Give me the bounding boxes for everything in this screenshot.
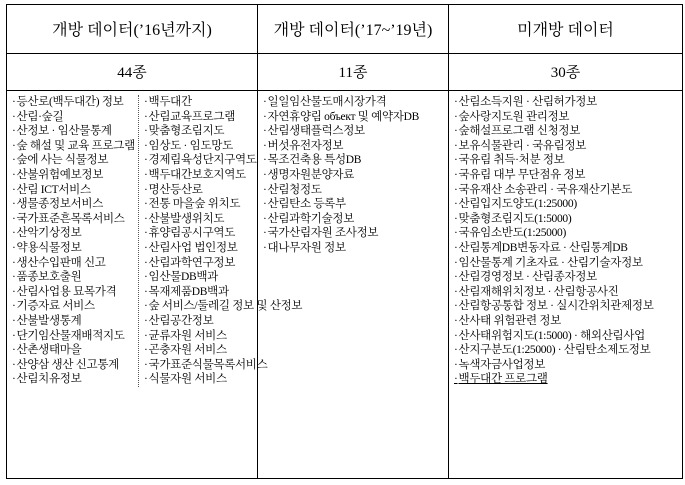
list-item: · 산림재해위치정보 · 산림항공사진 — [454, 285, 678, 300]
count-unopened-data: 30종 — [449, 54, 683, 91]
list-open-data-until-2016-left — [12, 95, 135, 387]
list-item: · 산림경영정보 · 산림종자정보 — [454, 270, 678, 285]
list-item: · 국가표준식물목록서비스 — [144, 358, 253, 373]
list-item: · 산림공간정보 — [144, 314, 253, 329]
list-item: · 식물자원 서비스 — [144, 372, 253, 387]
list-item: · 약용식물정보 — [12, 241, 135, 256]
list-item: · 산지구분도(1:25000) · 산림탄소제도정보 — [454, 343, 678, 358]
list-item: · 등산로(백두대간) 정보 — [12, 95, 135, 110]
pane-left — [12, 95, 139, 387]
list-item: · 일일임산물도매시장가격 — [263, 95, 444, 110]
list-item: · 숲 해설 및 교육 프로그램 — [12, 139, 135, 154]
cell-open-data-2017-2019 — [258, 91, 449, 479]
list-item: · 백두대간 — [144, 95, 253, 110]
list-item: · 산림과학연구정보 — [144, 256, 253, 271]
list-item: · 산림과학기술정보 — [263, 212, 444, 227]
list-item: · 산불발생통계 — [12, 314, 135, 329]
list-item: · 국유임소반도(1:25000) — [454, 226, 678, 241]
table-count-row — [7, 54, 683, 91]
list-item: · 임산물통계 기초자료 · 산림기술자정보 — [454, 256, 678, 271]
list-item: · 국유림 대부 무단점유 정보 — [454, 168, 678, 183]
list-item: · 산림항공통합 정보 · 실시간위치관제정보 — [454, 299, 678, 314]
list-item: · 산림치유정보 — [12, 372, 135, 387]
list-item: · 휴양림공시구역도 — [144, 226, 253, 241]
table-body-row — [7, 91, 683, 479]
list-item: · 산림통계DB변동자료 · 산림통계DB — [454, 241, 678, 256]
list-item: · 곤충자원 서비스 — [144, 343, 253, 358]
count-open-data-2017-2019: 11종 — [258, 54, 449, 91]
list-item: · 생물종정보서비스 — [12, 197, 135, 212]
list-item: · 산림사업 법인정보 — [144, 241, 253, 256]
list-item: · 산정보 · 임산물통계 — [12, 124, 135, 139]
list-item: · 생명자원분양자료 — [263, 168, 444, 183]
list-item: · 산촌생태마을 — [12, 343, 135, 358]
list-item: · 숲사랑지도원 관리정보 — [454, 110, 678, 125]
list-item: · 보유식물관리 · 국유림정보 — [454, 139, 678, 154]
list-item: · 산림입지도양도(1:25000) — [454, 197, 678, 212]
list-item: · 전통 마을숲 위치도 — [144, 197, 253, 212]
list-item: · 산림청정도 — [263, 183, 444, 198]
list-item: · 산사태위험지도(1:5000) · 해외산림사업 — [454, 329, 678, 344]
list-item: · 국가산림자원 조사정보 — [263, 226, 444, 241]
count-open-data-until-2016: 44종 — [7, 54, 258, 91]
open-data-table — [6, 4, 683, 479]
column-header-open-data-until-2016: 개방 데이터(’16년까지) — [7, 5, 258, 54]
list-item: · 대나무자원 정보 — [263, 241, 444, 256]
list-item: · 산악기상정보 — [12, 226, 135, 241]
list-item: · 임상도 · 임도망도 — [144, 139, 253, 154]
list-item: · 국유림 취득·처분 정보 — [454, 153, 678, 168]
list-item: · 숲에 사는 식물정보 — [12, 153, 135, 168]
list-item: · 균류자원 서비스 — [144, 329, 253, 344]
list-item: · 목재제품DB백과 — [144, 285, 253, 300]
list-unopened-data — [454, 95, 678, 387]
list-item: · 산림생태플럭스정보 — [263, 124, 444, 139]
list-item: · 숲 서비스/둘레길 정보 및 산정보 — [144, 299, 253, 314]
list-item: · 생산수입판매 신고 — [12, 256, 135, 271]
list-item: · 숲해설프로그램 신청정보 — [454, 124, 678, 139]
list-item: · 기증자료 서비스 — [12, 299, 135, 314]
list-item: · 맞춤형조림지도(1:5000) — [454, 212, 678, 227]
list-item: · 경제림육성단지구역도 — [144, 153, 253, 168]
column-header-open-data-2017-2019: 개방 데이터(’17~’19년) — [258, 5, 449, 54]
list-item: · 녹색자금사업정보 — [454, 358, 678, 373]
column-header-unopened-data: 미개방 데이터 — [449, 5, 683, 54]
list-item: · 국가표준흔목록서비스 — [12, 212, 135, 227]
list-item: · 산림사업용 묘목가격 — [12, 285, 135, 300]
list-item: · 명산등산로 — [144, 183, 253, 198]
list-item: · 자연휴양림 объект 및 예약자DB — [263, 110, 444, 125]
list-item: · 백두대간보호지역도 — [144, 168, 253, 183]
list-item: · 임산물DB백과 — [144, 270, 253, 285]
list-item: · 산불위험예보정보 — [12, 168, 135, 183]
list-item: · 산림교육프로그램 — [144, 110, 253, 125]
list-item: · 산림 ICT서비스 — [12, 183, 135, 198]
list-item: · 단기임산물재배적지도 — [12, 329, 135, 344]
list-item: · 버섯유전자정보 — [263, 139, 444, 154]
table-header-row — [7, 5, 683, 54]
list-item: · 맞춤형조림지도 — [144, 124, 253, 139]
list-item: · 산양삼 생산 신고통계 — [12, 358, 135, 373]
list-open-data-2017-2019 — [263, 95, 444, 256]
list-item: · 산림소득지원 · 산림허가정보 — [454, 95, 678, 110]
list-item: · 국유재산 소송관리 · 국유재산기본도 — [454, 183, 678, 198]
list-item: · 백두대간 프로그램 — [454, 372, 678, 387]
cell-unopened-data — [449, 91, 683, 479]
list-item: · 목조건축용 특성DB — [263, 153, 444, 168]
list-item: · 산사태 위험관련 정보 — [454, 314, 678, 329]
list-item: · 산림탄소 등록부 — [263, 197, 444, 212]
list-item: · 산림·숲길 — [12, 110, 135, 125]
list-item: · 품종보호출원 — [12, 270, 135, 285]
list-item: · 산불발생위치도 — [144, 212, 253, 227]
